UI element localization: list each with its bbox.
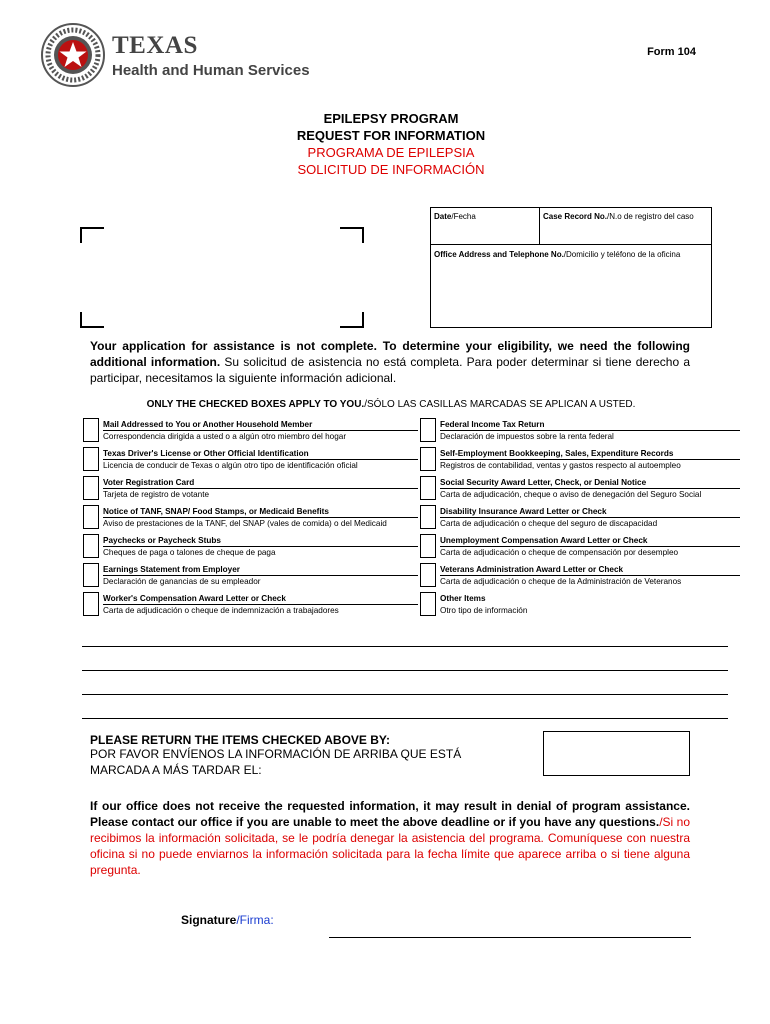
item-label-es: Carta de adjudicación o cheque de compensación por desempleo xyxy=(440,548,679,557)
checkbox[interactable] xyxy=(83,447,99,471)
case-record-label: Case Record No. xyxy=(543,212,608,221)
title-programa-de-epilepsia: PROGRAMA DE EPILEPSIA xyxy=(307,145,475,160)
corner-mark-top-left xyxy=(80,227,104,243)
form-number: Form 104 xyxy=(647,46,696,58)
item-label-en: Disability Insurance Award Letter or Check xyxy=(440,507,607,516)
checklist-item xyxy=(420,592,750,616)
return-deadline-label-es-line1: POR FAVOR ENVÍENOS LA INFORMACIÓN DE ARRIBA QUE ESTÁ xyxy=(90,747,462,761)
office-address-label: Office Address and Telephone No. xyxy=(434,250,564,259)
checkbox[interactable] xyxy=(420,476,436,500)
item-label-en: Other Items xyxy=(440,594,486,603)
corner-mark-bottom-left xyxy=(80,312,104,328)
item-label-en: Federal Income Tax Return xyxy=(440,420,545,429)
item-label-en: Worker's Compensation Award Letter or Check xyxy=(103,594,286,603)
signature-line[interactable] xyxy=(329,937,691,938)
item-label-es: Declaración de ganancias de su empleador xyxy=(103,577,261,586)
checklist-item xyxy=(83,447,413,471)
checklist-item xyxy=(83,476,413,500)
checkbox[interactable] xyxy=(420,447,436,471)
item-label-en: Notice of TANF, SNAP/ Food Stamps, or Medicaid Benefits xyxy=(103,507,329,516)
item-label-es: Cheques de paga o talones de cheque de paga xyxy=(103,548,276,557)
item-label-es: Licencia de conducir de Texas o algún otro tipo de identificación oficial xyxy=(103,461,358,470)
checkbox[interactable] xyxy=(83,476,99,500)
intro-english: Your application for assistance is not complete. To determine your eligibility, we need the following additional information. xyxy=(90,339,690,369)
item-label-en: Social Security Award Letter, Check, or Denial Notice xyxy=(440,478,647,487)
item-label-en: Texas Driver's License or Other Official Identification xyxy=(103,449,309,458)
office-address-field[interactable] xyxy=(434,250,680,259)
signature-label-es: /Firma: xyxy=(236,913,274,927)
checklist-item xyxy=(83,534,413,558)
item-label-es: Registros de contabilidad, ventas y gastos respecto al autoempleo xyxy=(440,461,681,470)
checkbox[interactable] xyxy=(83,505,99,529)
item-label-es: Correspondencia dirigida a usted o a algún otro miembro del hogar xyxy=(103,432,347,441)
date-field[interactable] xyxy=(431,208,540,245)
other-items-line-1[interactable] xyxy=(82,646,728,647)
logo-hhs-text: Health and Human Services xyxy=(112,62,310,79)
checked-boxes-instruction xyxy=(0,399,770,410)
intro-paragraph xyxy=(90,338,690,386)
item-label-es: Aviso de prestaciones de la TANF, del SNAP (vales de comida) o del Medicaid xyxy=(103,519,387,528)
other-items-line-4[interactable] xyxy=(82,718,728,719)
other-items-line-2[interactable] xyxy=(82,670,728,671)
item-label-es: Carta de adjudicación o cheque del seguro de discapacidad xyxy=(440,519,658,528)
intro-spanish: Su solicitud de asistencia no está completa. Para poder determinar si tiene derecho a participar, necesitamos la siguiente información adicional. xyxy=(90,355,691,385)
checkbox[interactable] xyxy=(420,592,436,616)
warning-english: If our office does not receive the requested information, it may result in denial of program assistance. Please contact our office if you are unable to meet the above deadline or if you have any questions. xyxy=(90,799,690,829)
title-request-for-information: REQUEST FOR INFORMATION xyxy=(296,128,486,143)
date-label: Date xyxy=(434,212,452,221)
warning-spanish: /Si no recibimos la información solicitada, se le podría denegar la asistencia del programa. Comuníquese con nuestra oficina si no puede enviarnos la información solicitada para la fecha límite que aparece arriba o si tiene alguna pregunta. xyxy=(90,815,691,877)
checklist-item xyxy=(83,563,413,587)
checklist-item xyxy=(420,447,750,471)
corner-mark-top-right xyxy=(340,227,364,243)
item-label-es: Otro tipo de información xyxy=(440,606,528,615)
checklist-item xyxy=(83,592,413,616)
checklist-item xyxy=(83,505,413,529)
item-label-en: Self-Employment Bookkeeping, Sales, Expenditure Records xyxy=(440,449,674,458)
other-items-line-3[interactable] xyxy=(82,694,728,695)
checklist-item xyxy=(420,534,750,558)
item-label-en: Voter Registration Card xyxy=(103,478,195,487)
item-label-en: Mail Addressed to You or Another Household Member xyxy=(103,420,313,429)
item-label-es: Carta de adjudicación, cheque o aviso de denegación del Seguro Social xyxy=(440,490,702,499)
item-label-en: Unemployment Compensation Award Letter or Check xyxy=(440,536,648,545)
checkbox[interactable] xyxy=(83,534,99,558)
instruction-english: ONLY THE CHECKED BOXES APPLY TO YOU. xyxy=(146,399,365,410)
checkbox[interactable] xyxy=(83,418,99,442)
case-record-field[interactable] xyxy=(540,208,711,245)
item-label-en: Veterans Administration Award Letter or Check xyxy=(440,565,624,574)
logo-texas-text: TEXAS xyxy=(112,32,198,59)
checkbox[interactable] xyxy=(420,418,436,442)
signature-label xyxy=(181,913,274,927)
item-label-en: Paychecks or Paycheck Stubs xyxy=(103,536,221,545)
checkbox[interactable] xyxy=(420,563,436,587)
checklist-item xyxy=(420,505,750,529)
checkbox[interactable] xyxy=(420,534,436,558)
corner-mark-bottom-right xyxy=(340,312,364,328)
signature-label-en: Signature xyxy=(181,913,237,927)
office-info-box xyxy=(430,207,712,328)
checklist-item xyxy=(83,418,413,442)
office-address-label-es: /Domicilio y teléfono de la oficina xyxy=(563,250,681,259)
title-solicitud-de-informacion: SOLICITUD DE INFORMACIÓN xyxy=(297,162,485,177)
item-label-es: Carta de adjudicación o cheque de indemnización a trabajadores xyxy=(103,606,339,615)
return-deadline-label-es-line2: MARCADA A MÁS TARDAR EL: xyxy=(90,763,262,777)
item-label-es: Carta de adjudicación o cheque de la Administración de Veteranos xyxy=(440,577,682,586)
case-record-label-es: /N.o de registro del caso xyxy=(607,212,694,221)
checkbox[interactable] xyxy=(83,592,99,616)
checklist-item xyxy=(420,418,750,442)
return-deadline-label: PLEASE RETURN THE ITEMS CHECKED ABOVE BY: xyxy=(90,733,391,747)
denial-warning-paragraph xyxy=(90,798,690,878)
item-label-en: Earnings Statement from Employer xyxy=(103,565,240,574)
instruction-spanish: /SÓLO LAS CASILLAS MARCADAS SE APLICAN A USTED. xyxy=(364,399,636,410)
checklist-item xyxy=(420,563,750,587)
title-epilepsy-program: EPILEPSY PROGRAM xyxy=(323,111,459,126)
texas-hhs-seal-logo xyxy=(40,22,106,88)
checkbox[interactable] xyxy=(420,505,436,529)
date-label-es: /Fecha xyxy=(451,212,476,221)
deadline-date-field[interactable] xyxy=(543,731,690,776)
checkbox[interactable] xyxy=(83,563,99,587)
checklist-item xyxy=(420,476,750,500)
item-label-es: Tarjeta de registro de votante xyxy=(103,490,210,499)
item-label-es: Declaración de impuestos sobre la renta federal xyxy=(440,432,614,441)
